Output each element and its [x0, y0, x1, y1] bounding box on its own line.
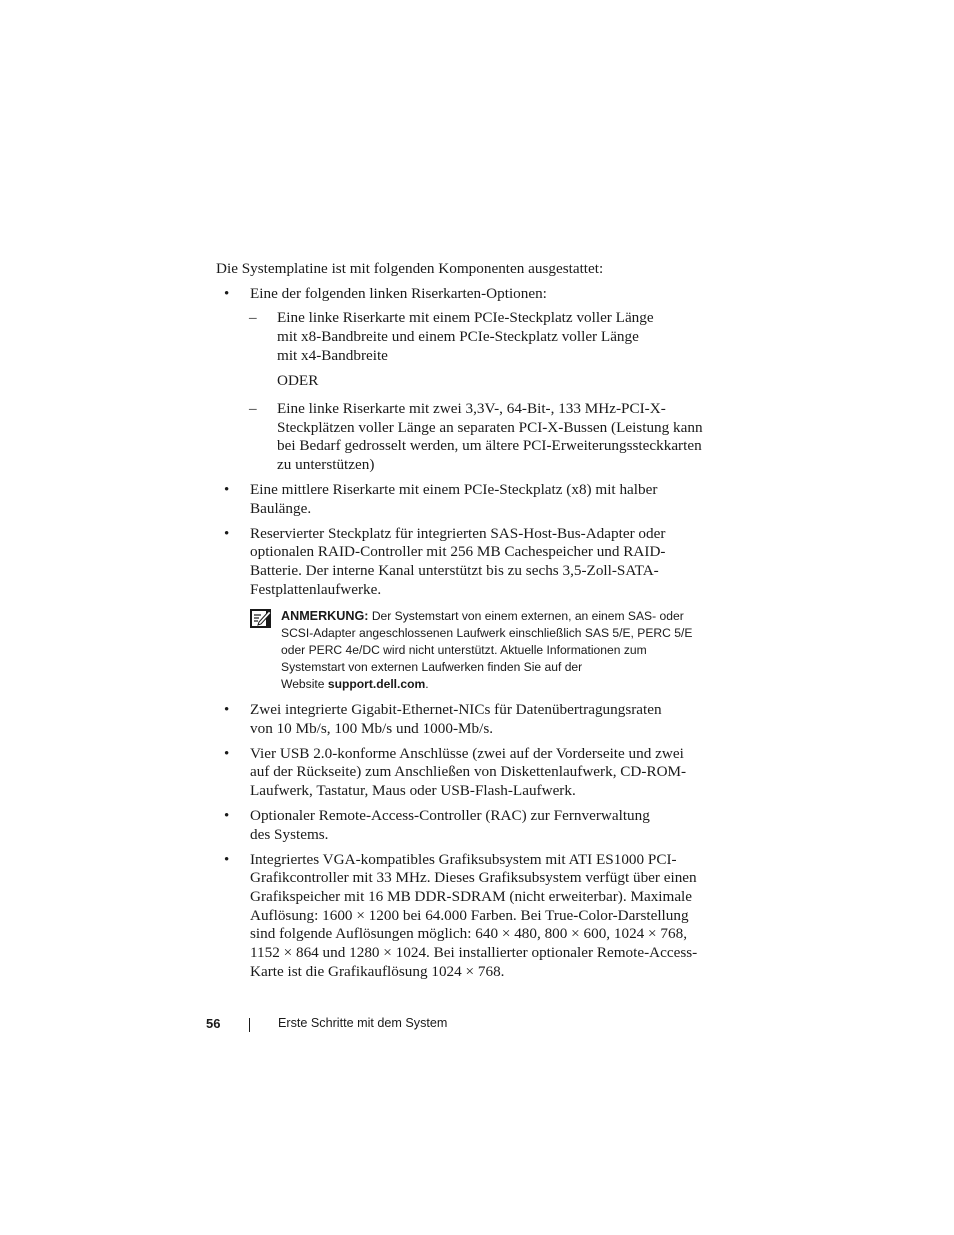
note-pencil-icon — [250, 609, 271, 628]
note-label: ANMERKUNG: — [281, 609, 369, 623]
subitem-2-line-4: zu unterstützen) — [277, 456, 375, 473]
list-item-7-line-2: Grafikcontroller mit 33 MHz. Dieses Grafiksubsystem verfügt über einen — [250, 869, 697, 886]
list-item-7-line-3: Grafikspeicher mit 16 MB DDR-SDRAM (nicht erweiterbar). Maximale — [250, 888, 693, 905]
list-item-7-line-4: Auflösung: 1600 × 1200 bei 64.000 Farben. Bei True-Color-Darstellung — [250, 907, 689, 924]
page-number: 56 — [206, 1016, 221, 1031]
list-item-5-line-1: Vier USB 2.0-konforme Anschlüsse (zwei auf der Vorderseite und zwei — [250, 745, 684, 762]
list-item-7-line-1: Integriertes VGA-kompatibles Grafiksubsystem mit ATI ES1000 PCI- — [250, 851, 677, 868]
bullet-marker: • — [224, 746, 230, 762]
list-item-3-line-2: optionalen RAID-Controller mit 256 MB Cachespeicher und RAID- — [250, 543, 666, 560]
bullet-marker: • — [224, 482, 230, 498]
bullet-marker: • — [224, 808, 230, 824]
list-item-6-line-1: Optionaler Remote-Access-Controller (RAC) zur Fernverwaltung — [250, 807, 650, 824]
footer-chapter-title: Erste Schritte mit dem System — [278, 1016, 448, 1030]
footer-separator — [249, 1018, 250, 1032]
list-item-7-line-5: sind folgende Auflösungen möglich: 640 × 480, 800 × 600, 1024 × 768, — [250, 925, 687, 942]
list-item-5-line-3: Laufwerk, Tastatur, Maus oder USB-Flash-Laufwerk. — [250, 782, 576, 799]
list-item-3-line-3: Batterie. Der interne Kanal unterstützt bis zu sechs 3,5-Zoll-SATA- — [250, 562, 659, 579]
list-item-2-line-1: Eine mittlere Riserkarte mit einem PCIe-Steckplatz (x8) mit halber — [250, 481, 658, 498]
list-item-3-line-4: Festplattenlaufwerke. — [250, 581, 382, 598]
list-item-5-line-2: auf der Rückseite) zum Anschließen von Diskettenlaufwerk, CD-ROM- — [250, 763, 687, 780]
subitem-1-line-3: mit x4-Bandbreite — [277, 347, 388, 364]
subitem-2-line-3: bei Bedarf gedrosselt werden, um ältere PCI-Erweiterungssteckkarten — [277, 437, 702, 454]
list-item-4-line-2: von 10 Mb/s, 100 Mb/s und 1000-Mb/s. — [250, 720, 494, 737]
list-item-4-line-1: Zwei integrierte Gigabit-Ethernet-NICs für Datenübertragungsraten — [250, 701, 662, 718]
note-text-4: Systemstart von externen Laufwerken finden Sie auf der — [281, 660, 583, 674]
subitem-1-line-2: mit x8-Bandbreite und einem PCIe-Steckplatz voller Länge — [277, 328, 639, 345]
support-link[interactable]: support.dell.com — [327, 677, 426, 691]
list-item-7-line-6: 1152 × 864 und 1280 × 1024. Bei installierter optionaler Remote-Access- — [250, 944, 698, 961]
bullet-marker: • — [224, 852, 230, 868]
subitem-2-line-2: Steckplätzen voller Länge an separaten PCI-X-Bussen (Leistung kann — [277, 419, 703, 436]
oder-text: ODER — [277, 372, 319, 389]
bullet-marker: • — [224, 526, 230, 542]
subitem-1-line-1: Eine linke Riserkarte mit einem PCIe-Steckplatz voller Länge — [277, 309, 654, 326]
subitem-2-line-1: Eine linke Riserkarte mit zwei 3,3V-, 64-Bit-, 133 MHz-PCI-X- — [277, 400, 666, 417]
list-item-2-line-2: Baulänge. — [250, 500, 312, 517]
note-text-1: Der Systemstart von einem externen, an einem SAS- oder — [371, 609, 684, 623]
dash-marker: – — [249, 309, 257, 326]
list-item-7-line-7: Karte ist die Grafikauflösung 1024 × 768. — [250, 963, 505, 980]
note-line-5 — [281, 676, 429, 693]
bullet-marker: • — [224, 702, 230, 718]
list-item-6-line-2: des Systems. — [250, 826, 329, 843]
intro-text: Die Systemplatine ist mit folgenden Komponenten ausgestattet: — [216, 260, 604, 277]
note-line-1 — [281, 608, 684, 625]
note-text-3: oder PERC 4e/DC wird nicht unterstützt. Aktuelle Informationen zum — [281, 643, 647, 657]
list-item-3-line-1: Reservierter Steckplatz für integrierten SAS-Host-Bus-Adapter oder — [250, 525, 666, 542]
note-text-2: SCSI-Adapter angeschlossenen Laufwerk einschließlich SAS 5/E, PERC 5/E — [281, 626, 693, 640]
list-item-1-line-1: Eine der folgenden linken Riserkarten-Optionen: — [250, 285, 547, 302]
dash-marker: – — [249, 400, 257, 417]
bullet-marker: • — [224, 286, 230, 302]
note-text-5-suffix: . — [425, 677, 429, 691]
note-text-5-prefix: Website — [281, 677, 325, 691]
